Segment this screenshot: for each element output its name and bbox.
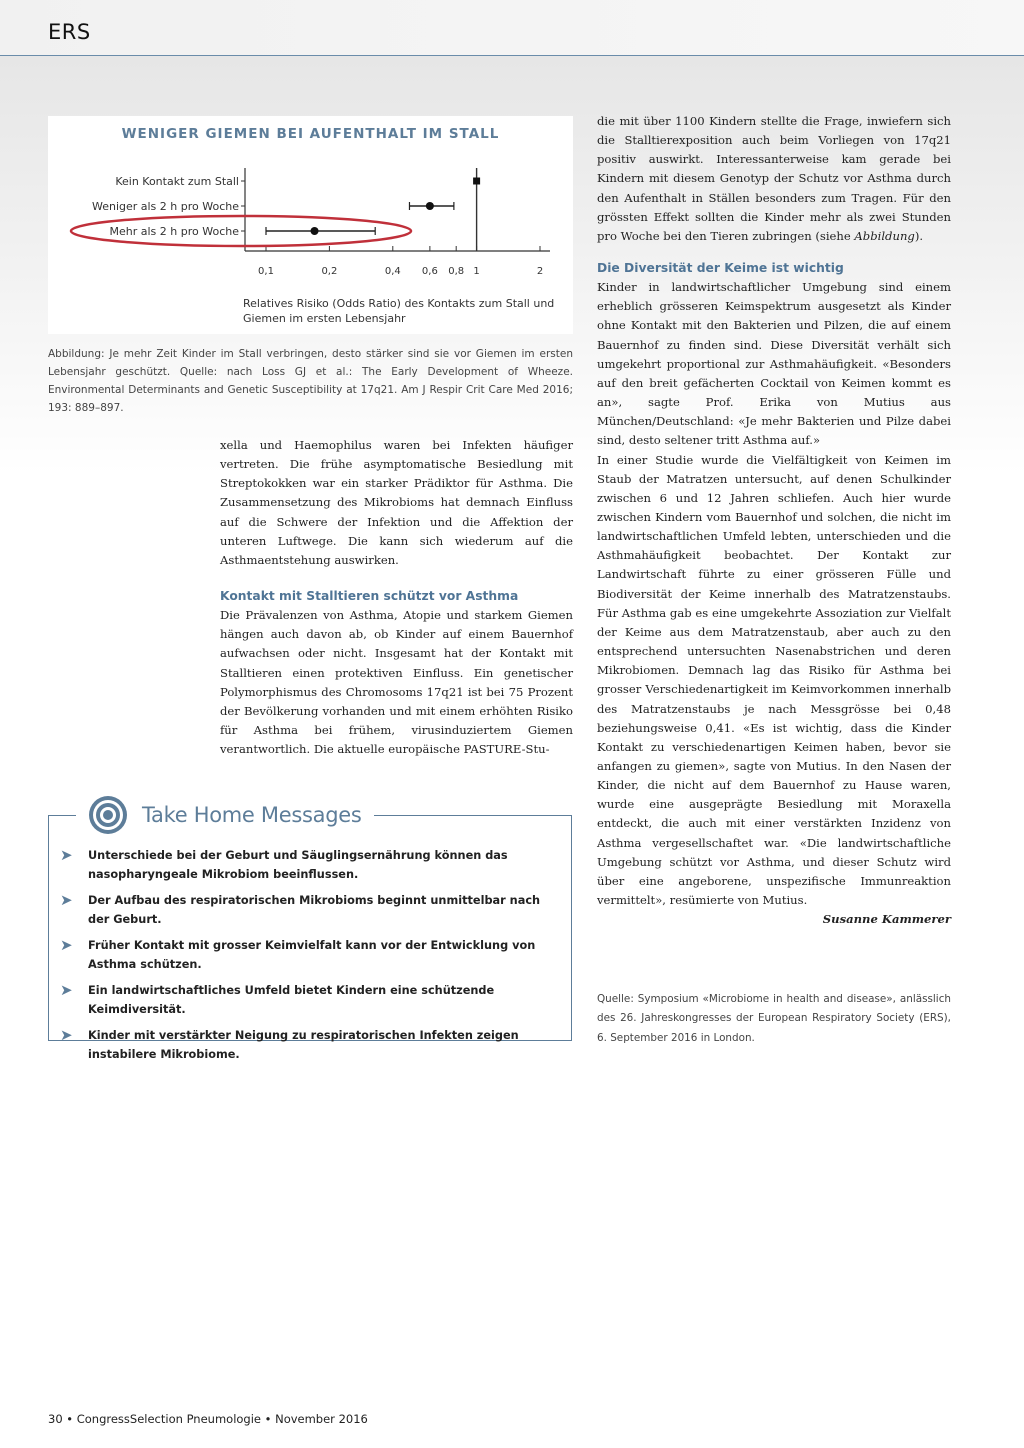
paragraph: In einer Studie wurde die Vielfältigkeit von Keimen im Staub der Matratzen untersucht, auf denen Schulkinder zwischen 6 und 12 Jahren schliefen. Auch hier wurde zwischen Kindern vom Bauernhof und solchen, die nicht im landwirtschaftlichen Umfeld lebten, unterschieden und die Asthmahäufigkeit beobachtet. Der Kontakt zur Landwirtschaft führte zu einer grösseren Fülle und Biodiversität der Keime innerhalb des Matratzenstaubs. Für Asthma gab es eine umgekehrte Assoziation zur Vielfalt der Keime aus dem Matratzenstaub, aber auch zu den entsprechend untersuchten Nasenabstrichen und deren Mikrobiomen. Demnach lag das Risiko für Asthma bei grosser Verschiedenartigkeit im Keimvorkommen innerhalb des Matratzenstaubs je nach Messgrösse bei 0,48 beziehungsweise 0,41. «Es ist wichtig, dass die Kinder Kontakt zu verschiedenartigen Keimen haben, bevor sie anfangen zu giemen», sagte von Mutius. In den Nasen der Kinder, die nicht auf dem Bauernhof zu Hause waren, wurde eine ausgeprägte Besiedlung mit Moraxella entdeckt, die auch mit einer verstärkten Inzidenz von Asthma vergesellschaftet war. «Die landwirtschaftliche Umgebung schützt vor Asthma, und dieser Schutz wird über eine angeborene, unspezifische Immunreaktion vermittelt», resümierte von Mutius. [597, 452, 951, 908]
arrow-bullet-icon: ➤ [60, 936, 73, 954]
figure-title: WENIGER GIEMEN BEI AUFENTHALT IM STALL [121, 126, 500, 142]
paragraph [597, 112, 951, 246]
section-heading: Die Diversität der Keime ist wichtig [597, 261, 844, 276]
y-tick-label: Mehr als 2 h pro Woche [109, 225, 239, 238]
forest-plot [48, 150, 573, 330]
author-name: Susanne Kammerer [822, 912, 951, 927]
take-home-item [60, 936, 565, 974]
arrow-bullet-icon: ➤ [60, 981, 73, 999]
header-bar [0, 0, 1024, 56]
x-axis-label: Giemen im ersten Lebensjahr [243, 312, 406, 325]
take-home-text: Früher Kontakt mit grosser Keimvielfalt kann vor der Entwicklung von Asthma schützen. [88, 939, 536, 971]
paragraph-end: ). [914, 228, 924, 243]
x-axis-label: Relatives Risiko (Odds Ratio) des Kontakts zum Stall und [243, 297, 555, 310]
x-tick-label: 0,8 [448, 266, 465, 277]
x-tick-label: 0,4 [384, 266, 401, 277]
arrow-bullet-icon: ➤ [60, 1026, 73, 1044]
data-point [473, 178, 480, 185]
take-home-item [60, 981, 565, 1019]
data-point [426, 202, 434, 210]
x-tick-label: 1 [473, 266, 480, 277]
take-home-text: Der Aufbau des respiratorischen Mikrobioms beginnt unmittelbar nach der Geburt. [88, 894, 541, 926]
right-column [597, 112, 951, 929]
x-tick-label: 0,1 [258, 266, 274, 277]
x-tick-label: 0,2 [321, 266, 338, 277]
take-home-text: Kinder mit verstärkter Neigung zu respiratorischen Infekten zeigen instabilere Mikrobiome. [88, 1029, 519, 1061]
take-home-item [60, 1026, 565, 1064]
take-home-item [60, 846, 565, 884]
x-tick-label: 0,6 [421, 266, 438, 277]
take-home-title: Take Home Messages [142, 803, 362, 827]
section-label: ERS [48, 20, 91, 44]
take-home-text: Unterschiede bei der Geburt und Säuglingsernährung können das nasopharyngeale Mikrobiom beeinflussen. [88, 849, 508, 881]
data-point [311, 227, 319, 235]
arrow-bullet-icon: ➤ [60, 891, 73, 909]
target-icon [88, 795, 128, 835]
page-footer: 30 • CongressSelection Pneumologie • November 2016 [48, 1412, 368, 1426]
take-home-list [60, 846, 565, 1071]
paragraph: Kinder in landwirtschaftlicher Umgebung sind einem erheblich grösseren Keimspektrum ausgesetzt als Kinder ohne Kontakt mit den Bakterien und Pilzen, die auf einem Bauernhof zu finden sind. Diese Diversität verhält sich umgekehrt proportional zur Asthmahäufigkeit. «Besonders auf den breit gefächerten Cocktail von Keimen kommt es an», sagte Prof. Erika von Mutius aus München/Deutschland: «Je mehr Bakterien und Pilze dabei sind, desto seltener tritt Asthma auf.» [597, 280, 951, 448]
take-home-header [76, 795, 374, 835]
source-note: Quelle: Symposium «Microbiome in health and disease», anlässlich des 26. Jahreskongresses der European Respiratory Society (ERS), 6. September 2016 in London. [597, 993, 951, 1044]
paragraph: Die Prävalenzen von Asthma, Atopie und starkem Giemen hängen auch davon ab, ob Kinder auf einem Bauernhof aufwachsen oder nicht. Insgesamt hat der Kontakt mit Stalltieren einen protektiven Einfluss. Ein genetischer Polymorphismus des Chromosoms 17q21 ist bei 75 Prozent der Bevölkerung vorhanden und mit einem erhöhten Risiko für Asthma bei frühem, virusinduziertem Giemen verantwortlich. Die aktuelle europäische PASTURE-Stu- [220, 608, 573, 757]
y-tick-label: Kein Kontakt zum Stall [115, 175, 239, 188]
x-tick-label: 2 [536, 266, 544, 277]
take-home-item [60, 891, 565, 929]
y-tick-label: Weniger als 2 h pro Woche [91, 200, 239, 213]
paragraph-text: die mit über 1100 Kindern stellte die Frage, inwiefern sich die Stalltierexposition auch beim Vorliegen von 17q21 positiv auswirkt. Interessanterweise kam gerade bei Kindern mit diesem Genotyp der Schutz vor Asthma durch den Aufenthalt in Ställen besonders zum Tragen. Für den grössten Effekt sollten die Kinder mehr als zwei Stunden pro Woche bei den Tieren zubringen (siehe [597, 114, 951, 243]
paragraph: xella und Haemophilus waren bei Infekten häufiger vertreten. Die frühe asymptomatische Besiedlung mit Streptokokken war ein starker Prädiktor für Asthma. Die Zusammensetzung des Mikrobioms hat demnach Einfluss auf die Schwere der Infektion und die Affektion der unteren Luftwege. Die kann sich wiederum auf die Asthmaentstehung auswirken. [220, 438, 573, 567]
section-heading: Kontakt mit Stalltieren schützt vor Asthma [220, 589, 519, 604]
arrow-bullet-icon: ➤ [60, 846, 73, 864]
figure-reference: Abbildung [854, 228, 915, 243]
middle-column [220, 436, 573, 759]
figure-caption: Abbildung: Je mehr Zeit Kinder im Stall verbringen, desto stärker sind sie vor Giemen im ersten Lebensjahr geschützt. Quelle: nach Loss GJ et al.: The Early Development of Wheeze. Environmental Determinants and Genetic Susceptibility at 17q21. Am J Respir Crit Care Med 2016; 193: 889–897. [48, 348, 573, 414]
take-home-text: Ein landwirtschaftliches Umfeld bietet Kindern eine schützende Keimdiversität. [88, 984, 495, 1016]
